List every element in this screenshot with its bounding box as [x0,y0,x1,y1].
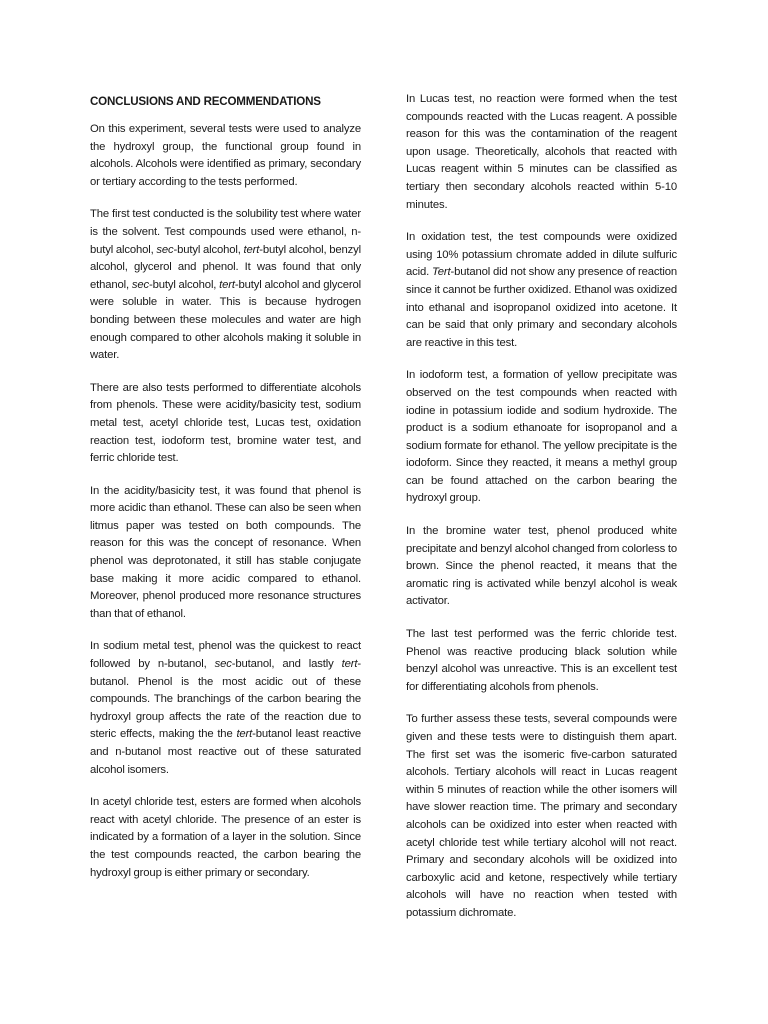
paragraph-acetyl-chloride-test: In acetyl chloride test, esters are formed when alcohols react with acetyl chloride. The presence of an ester is indicated by a formation of a layer in the solution. Since the test compounds reacted, the carbon bearing the hydroxyl group is either primary or secondary. [90,796,361,879]
italic-text: tert [341,658,358,671]
paragraph-solubility-test [90,206,361,364]
left-column [90,91,361,897]
paragraph-further-assessment: To further assess these tests, several compounds were given and these tests were to distinguish them apart. The first set was the isomeric five-carbon saturated alcohols. Tertiary alcohols will react in Lucas reagent within 5 minutes of reaction while the other isomers will have slower reaction time. The primary and secondary alcohols can be oxidized into ester when reacted with acetyl chloride test while tertiary alcohol will not react. Primary and secondary alcohols will be oxidized into carboxylic acid and ketone, respectively while tertiary alcohols will have no reaction when tested with potassium dichromate. [406,713,677,919]
text-run: In sodium metal test, phenol was the quickest to react followed by n-butanol, [90,640,361,671]
paragraph-acidity-test: In the acidity/basicity test, it was found that phenol is more acidic than ethanol. These can also be seen when litmus paper was tested on both compounds. The reason for this was the concept of resonance. When phenol was deprotonated, it still has stable conjugate base making it more acidic compared to ethanol. Moreover, phenol produced more resonance structures than that of ethanol. [90,484,361,620]
paragraph-lucas-test: In Lucas test, no reaction were formed when the test compounds reacted with the Lucas reagent. A possible reason for this was the contamination of the reagent upon usage. Theoretically, alcohols that reacted with Lucas reagent within 5 minutes can be classified as tertiary then secondary alcohols reacted within 5-10 minutes. [406,93,677,211]
text-run: -butanol did not show any presence of reaction since it cannot be further oxidized. Ethanol was oxidized into ethanal and isopropanol oxidized into acetone. It can be said that only primary and secondary alcohols are reactive in this test. [406,266,677,349]
paragraph-sodium-metal-test [90,638,361,779]
text-run: -butanol, and lastly [231,658,342,671]
paragraph-test-list: There are also tests performed to differentiate alcohols from phenols. These were acidity/basicity test, sodium metal test, acetyl chloride test, Lucas test, oxidation reaction test, iodoform test, bromine water test, and ferric chloride test. [90,381,361,465]
italic-text: tert [219,278,235,291]
text-run: -butanol. Phenol is the most acidic out of these compounds. The branchings of the carbon bearing the hydroxyl group affects the rate of the reaction due to steric effects, making the the [90,658,361,741]
paragraph-ferric-chloride-test: The last test performed was the ferric chloride test. Phenol was reactive producing black solution while benzyl alcohol was unreactive. This is an excellent test for differentiating alcohols from phenols. [406,628,677,693]
paragraph-bromine-water-test: In the bromine water test, phenol produced white precipitate and benzyl alcohol changed from colorless to brown. Since the phenol reacted, it means that the aromatic ring is activated while benzyl alcohol is weak activator. [406,525,677,608]
paragraph-oxidation-test [406,229,677,352]
text-run: -butyl alcohol, [173,243,244,256]
section-heading: CONCLUSIONS AND RECOMMENDATIONS [90,95,321,108]
italic-text: Tert [432,266,451,279]
paragraph-iodoform-test: In iodoform test, a formation of yellow precipitate was observed on the test compounds when reacted with iodine in potassium iodide and sodium hydroxide. The product is a sodium ethanoate for isopropanol and a sodium formate for ethanol. The yellow precipitate is the iodoform. Since they reacted, it means a methyl group can be found attached on the carbon bearing the hydroxyl group. [406,369,677,505]
text-run: In oxidation test, the test compounds were oxidized using 10% potassium chromate added in dilute sulfuric acid. [406,231,677,279]
text-run: -butanol least reactive and n-butanol most reactive out of these saturated alcohol isomers. [90,728,361,776]
italic-text: sec [131,278,149,291]
italic-text: sec [156,243,174,256]
right-column [406,91,677,938]
italic-text: tert [236,728,253,741]
text-run: The first test conducted is the solubility test where water is the solvent. Test compounds used were ethanol, n-butyl alcohol, [90,208,361,256]
paragraph-introduction: On this experiment, several tests were used to analyze the hydroxyl group, the functional group found in alcohols. Alcohols were identified as primary, secondary or tertiary according to the tests performed. [90,123,361,188]
text-run: -butyl alcohol, [148,278,220,291]
italic-text: sec [214,658,232,671]
text-run: -butyl alcohol, benzyl alcohol, glycerol and phenol. It was found that only ethanol, [90,243,361,291]
italic-text: tert [243,243,260,256]
text-run: -butyl alcohol and glycerol were soluble in water. This is because hydrogen bonding between these molecules and water are high enough compared to other alcohols making it soluble in water. [90,278,361,362]
